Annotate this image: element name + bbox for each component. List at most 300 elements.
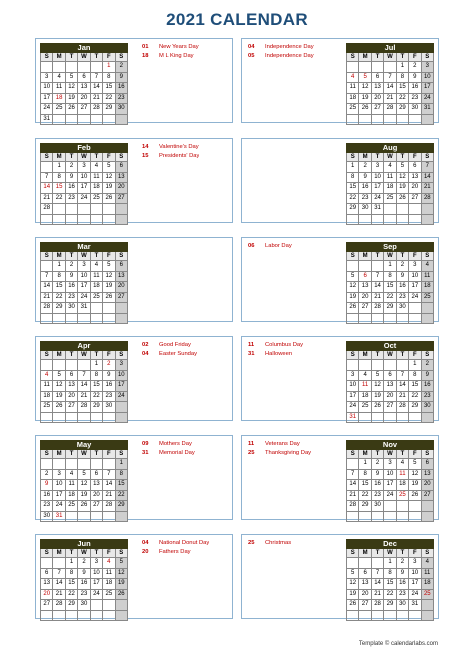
day-cell: 13 bbox=[41, 579, 53, 590]
day-cell: 25 bbox=[347, 104, 359, 115]
day-cell: 11 bbox=[359, 381, 371, 392]
day-cell: 7 bbox=[384, 73, 396, 84]
day-cell bbox=[66, 314, 78, 325]
day-cell bbox=[78, 204, 90, 215]
day-cell: 23 bbox=[359, 194, 371, 205]
day-cell: 9 bbox=[397, 569, 409, 580]
day-cell: 17 bbox=[91, 579, 103, 590]
weekday-label: F bbox=[409, 252, 421, 261]
day-cell: 7 bbox=[372, 272, 384, 283]
day-cell: 5 bbox=[359, 73, 371, 84]
day-cell bbox=[422, 115, 434, 126]
day-cell bbox=[372, 314, 384, 325]
holiday-name: Veterans Day bbox=[265, 441, 300, 447]
day-cell bbox=[347, 512, 359, 523]
day-cell bbox=[66, 459, 78, 470]
month-panel-jun bbox=[35, 534, 233, 619]
day-cell: 9 bbox=[103, 371, 115, 382]
holiday-item bbox=[248, 350, 338, 359]
day-cell: 5 bbox=[347, 272, 359, 283]
day-cell: 17 bbox=[347, 392, 359, 403]
day-cell: 13 bbox=[66, 381, 78, 392]
day-cell: 12 bbox=[409, 470, 421, 481]
day-cell: 19 bbox=[103, 282, 115, 293]
day-cell: 17 bbox=[384, 480, 396, 491]
holiday-date: 01 bbox=[142, 44, 149, 50]
day-cell bbox=[422, 215, 434, 226]
weekday-label: T bbox=[91, 53, 103, 62]
day-cell: 15 bbox=[103, 83, 115, 94]
weekday-label: S bbox=[41, 450, 53, 459]
month-calendar bbox=[40, 43, 128, 125]
day-cell: 14 bbox=[372, 579, 384, 590]
day-cell: 15 bbox=[384, 282, 396, 293]
day-cell: 21 bbox=[372, 293, 384, 304]
month-name: Mar bbox=[40, 242, 128, 252]
day-cell: 17 bbox=[422, 83, 434, 94]
day-cell: 8 bbox=[103, 73, 115, 84]
weekday-header bbox=[346, 351, 434, 360]
day-cell bbox=[372, 261, 384, 272]
day-cell: 12 bbox=[347, 579, 359, 590]
day-cell: 18 bbox=[422, 579, 434, 590]
day-cell: 8 bbox=[53, 173, 65, 184]
holiday-date: 14 bbox=[142, 144, 149, 150]
day-cell bbox=[41, 314, 53, 325]
day-cell bbox=[78, 215, 90, 226]
day-cell: 13 bbox=[116, 173, 128, 184]
day-cell: 21 bbox=[372, 590, 384, 601]
day-cell: 5 bbox=[78, 470, 90, 481]
day-cell: 11 bbox=[397, 470, 409, 481]
day-cell bbox=[384, 501, 396, 512]
day-cell bbox=[409, 501, 421, 512]
day-cell bbox=[78, 413, 90, 424]
day-cell: 30 bbox=[359, 204, 371, 215]
weekday-header bbox=[346, 549, 434, 558]
day-cell: 8 bbox=[91, 371, 103, 382]
holiday-item bbox=[248, 52, 338, 61]
day-cell: 7 bbox=[91, 73, 103, 84]
day-cell: 28 bbox=[347, 501, 359, 512]
day-cell: 27 bbox=[91, 501, 103, 512]
holiday-list bbox=[142, 43, 230, 61]
day-cell: 15 bbox=[359, 480, 371, 491]
day-cell bbox=[372, 215, 384, 226]
day-cell bbox=[359, 261, 371, 272]
day-cell: 7 bbox=[41, 173, 53, 184]
weekday-label: T bbox=[91, 153, 103, 162]
day-cell bbox=[41, 261, 53, 272]
day-cell: 17 bbox=[116, 381, 128, 392]
holiday-date: 02 bbox=[142, 342, 149, 348]
month-name: May bbox=[40, 440, 128, 450]
day-cell: 17 bbox=[372, 183, 384, 194]
day-cell: 29 bbox=[359, 501, 371, 512]
day-cell: 28 bbox=[91, 104, 103, 115]
holiday-date: 06 bbox=[248, 243, 255, 249]
day-cell: 11 bbox=[422, 569, 434, 580]
day-cell bbox=[384, 115, 396, 126]
day-cell: 15 bbox=[384, 579, 396, 590]
day-cell: 29 bbox=[384, 303, 396, 314]
day-cell: 10 bbox=[41, 83, 53, 94]
day-cell: 25 bbox=[103, 590, 115, 601]
day-cell: 12 bbox=[103, 272, 115, 283]
day-cell: 13 bbox=[359, 282, 371, 293]
day-cell: 28 bbox=[41, 204, 53, 215]
day-cell bbox=[116, 303, 128, 314]
day-cell: 10 bbox=[91, 569, 103, 580]
holiday-list bbox=[248, 539, 338, 548]
day-cell bbox=[422, 413, 434, 424]
day-cell: 28 bbox=[372, 600, 384, 611]
day-cell: 17 bbox=[41, 94, 53, 105]
day-cell bbox=[91, 204, 103, 215]
day-cell: 12 bbox=[66, 83, 78, 94]
day-cell bbox=[116, 611, 128, 622]
day-cell: 24 bbox=[384, 491, 396, 502]
day-cell bbox=[422, 204, 434, 215]
day-grid bbox=[346, 360, 434, 423]
day-cell bbox=[372, 413, 384, 424]
weekday-label: S bbox=[347, 153, 359, 162]
day-cell: 22 bbox=[359, 491, 371, 502]
day-cell: 26 bbox=[347, 600, 359, 611]
weekday-label: T bbox=[397, 153, 409, 162]
day-cell: 9 bbox=[422, 371, 434, 382]
day-cell bbox=[53, 459, 65, 470]
day-cell: 30 bbox=[397, 303, 409, 314]
day-cell bbox=[409, 512, 421, 523]
day-cell: 26 bbox=[347, 303, 359, 314]
day-cell: 24 bbox=[409, 293, 421, 304]
day-grid bbox=[40, 459, 128, 522]
day-cell: 14 bbox=[384, 83, 396, 94]
day-cell bbox=[359, 314, 371, 325]
day-cell: 27 bbox=[41, 600, 53, 611]
day-cell bbox=[409, 413, 421, 424]
weekday-label: S bbox=[422, 351, 434, 360]
month-calendar bbox=[346, 539, 434, 621]
day-cell: 13 bbox=[422, 470, 434, 481]
day-cell: 21 bbox=[41, 293, 53, 304]
day-cell: 9 bbox=[41, 480, 53, 491]
day-cell: 20 bbox=[409, 183, 421, 194]
holiday-name: Columbus Day bbox=[265, 342, 304, 348]
day-cell: 8 bbox=[384, 569, 396, 580]
day-cell: 9 bbox=[397, 272, 409, 283]
day-cell: 6 bbox=[409, 162, 421, 173]
day-cell: 14 bbox=[397, 381, 409, 392]
day-cell: 16 bbox=[422, 381, 434, 392]
day-cell: 10 bbox=[78, 173, 90, 184]
day-cell: 27 bbox=[384, 402, 396, 413]
day-cell: 8 bbox=[53, 272, 65, 283]
weekday-label: S bbox=[116, 549, 128, 558]
day-cell: 23 bbox=[103, 392, 115, 403]
holiday-date: 31 bbox=[248, 351, 255, 357]
day-cell: 22 bbox=[409, 392, 421, 403]
day-grid bbox=[346, 261, 434, 324]
day-cell: 12 bbox=[347, 282, 359, 293]
day-cell: 6 bbox=[66, 371, 78, 382]
month-panel-jul bbox=[241, 38, 439, 123]
day-cell: 24 bbox=[347, 402, 359, 413]
day-cell: 29 bbox=[91, 402, 103, 413]
weekday-label: S bbox=[116, 53, 128, 62]
day-cell: 7 bbox=[372, 569, 384, 580]
day-cell: 20 bbox=[116, 183, 128, 194]
weekday-label: F bbox=[103, 153, 115, 162]
day-cell bbox=[91, 459, 103, 470]
day-cell: 10 bbox=[384, 470, 396, 481]
holiday-list bbox=[142, 539, 230, 557]
day-cell: 29 bbox=[66, 600, 78, 611]
day-cell: 29 bbox=[116, 501, 128, 512]
weekday-label: F bbox=[103, 549, 115, 558]
day-cell: 10 bbox=[116, 371, 128, 382]
holiday-item bbox=[142, 350, 230, 359]
day-cell: 7 bbox=[103, 470, 115, 481]
day-cell bbox=[66, 215, 78, 226]
day-cell: 7 bbox=[397, 371, 409, 382]
day-cell: 23 bbox=[409, 94, 421, 105]
day-cell bbox=[409, 115, 421, 126]
weekday-label: F bbox=[409, 53, 421, 62]
day-cell: 6 bbox=[116, 162, 128, 173]
weekday-label: T bbox=[372, 351, 384, 360]
weekday-label: M bbox=[359, 351, 371, 360]
day-cell: 26 bbox=[66, 104, 78, 115]
day-grid bbox=[40, 558, 128, 621]
day-cell: 1 bbox=[409, 360, 421, 371]
day-cell: 27 bbox=[372, 104, 384, 115]
weekday-label: W bbox=[384, 53, 396, 62]
day-cell: 21 bbox=[347, 491, 359, 502]
day-cell: 29 bbox=[103, 104, 115, 115]
weekday-label: F bbox=[409, 153, 421, 162]
month-panel-jan bbox=[35, 38, 233, 123]
day-cell bbox=[103, 600, 115, 611]
holiday-date: 09 bbox=[142, 441, 149, 447]
day-cell bbox=[372, 512, 384, 523]
day-cell: 27 bbox=[422, 491, 434, 502]
weekday-label: S bbox=[41, 351, 53, 360]
day-cell bbox=[372, 360, 384, 371]
weekday-label: W bbox=[78, 53, 90, 62]
holiday-date: 04 bbox=[248, 44, 255, 50]
day-cell: 2 bbox=[422, 360, 434, 371]
weekday-label: S bbox=[422, 549, 434, 558]
day-cell bbox=[372, 558, 384, 569]
weekday-header bbox=[346, 53, 434, 62]
day-cell: 20 bbox=[116, 282, 128, 293]
weekday-label: S bbox=[116, 450, 128, 459]
weekday-header bbox=[346, 153, 434, 162]
day-cell: 18 bbox=[397, 480, 409, 491]
day-cell: 9 bbox=[372, 470, 384, 481]
day-cell: 31 bbox=[78, 303, 90, 314]
weekday-label: M bbox=[359, 450, 371, 459]
day-cell bbox=[116, 600, 128, 611]
day-cell: 8 bbox=[397, 73, 409, 84]
day-cell: 22 bbox=[384, 590, 396, 601]
day-cell bbox=[397, 413, 409, 424]
weekday-label: T bbox=[397, 549, 409, 558]
day-cell: 13 bbox=[91, 480, 103, 491]
day-cell: 3 bbox=[372, 162, 384, 173]
day-cell: 7 bbox=[422, 162, 434, 173]
day-cell: 18 bbox=[422, 282, 434, 293]
day-cell: 2 bbox=[66, 162, 78, 173]
holiday-item bbox=[142, 449, 230, 458]
footer-credit: Template © calendarlabs.com bbox=[358, 641, 438, 647]
day-cell: 28 bbox=[41, 303, 53, 314]
day-cell: 2 bbox=[116, 62, 128, 73]
weekday-label: M bbox=[53, 450, 65, 459]
day-cell: 4 bbox=[66, 470, 78, 481]
day-cell: 26 bbox=[53, 402, 65, 413]
day-cell bbox=[372, 611, 384, 622]
day-cell bbox=[66, 512, 78, 523]
day-cell: 28 bbox=[78, 402, 90, 413]
day-cell: 4 bbox=[359, 371, 371, 382]
day-cell bbox=[397, 611, 409, 622]
day-cell bbox=[116, 413, 128, 424]
day-cell bbox=[409, 314, 421, 325]
day-cell: 30 bbox=[41, 512, 53, 523]
weekday-label: S bbox=[347, 351, 359, 360]
day-cell: 25 bbox=[422, 590, 434, 601]
day-cell: 2 bbox=[397, 261, 409, 272]
month-name: Jul bbox=[346, 43, 434, 53]
day-cell: 31 bbox=[53, 512, 65, 523]
month-calendar bbox=[346, 43, 434, 125]
day-cell: 21 bbox=[422, 183, 434, 194]
day-cell: 31 bbox=[347, 413, 359, 424]
day-cell: 5 bbox=[397, 162, 409, 173]
day-cell: 14 bbox=[53, 579, 65, 590]
day-cell: 19 bbox=[53, 392, 65, 403]
day-cell bbox=[91, 611, 103, 622]
day-cell bbox=[53, 204, 65, 215]
weekday-label: M bbox=[359, 53, 371, 62]
day-cell bbox=[397, 512, 409, 523]
holiday-item bbox=[248, 242, 338, 251]
day-cell: 10 bbox=[78, 272, 90, 283]
month-calendar bbox=[40, 242, 128, 324]
day-cell: 9 bbox=[116, 73, 128, 84]
weekday-label: M bbox=[359, 252, 371, 261]
weekday-label: T bbox=[397, 53, 409, 62]
day-cell: 16 bbox=[41, 491, 53, 502]
weekday-header bbox=[346, 450, 434, 459]
day-cell: 1 bbox=[384, 261, 396, 272]
weekday-label: S bbox=[116, 351, 128, 360]
holiday-name: Good Friday bbox=[159, 342, 191, 348]
day-cell: 8 bbox=[359, 470, 371, 481]
day-cell bbox=[103, 115, 115, 126]
holiday-date: 25 bbox=[248, 540, 255, 546]
day-cell: 13 bbox=[78, 83, 90, 94]
day-cell: 3 bbox=[409, 558, 421, 569]
day-cell: 12 bbox=[116, 569, 128, 580]
day-cell: 31 bbox=[409, 600, 421, 611]
day-cell: 19 bbox=[372, 392, 384, 403]
weekday-header bbox=[40, 153, 128, 162]
day-cell bbox=[66, 413, 78, 424]
day-cell bbox=[66, 360, 78, 371]
holiday-item bbox=[142, 440, 230, 449]
day-grid bbox=[346, 62, 434, 125]
holiday-item bbox=[142, 548, 230, 557]
day-cell: 19 bbox=[347, 590, 359, 601]
holiday-name: M L King Day bbox=[159, 53, 194, 59]
holiday-date: 04 bbox=[142, 351, 149, 357]
day-cell bbox=[91, 512, 103, 523]
day-cell: 26 bbox=[116, 590, 128, 601]
weekday-label: W bbox=[78, 351, 90, 360]
weekday-label: S bbox=[347, 53, 359, 62]
weekday-label: S bbox=[422, 53, 434, 62]
day-cell: 6 bbox=[116, 261, 128, 272]
month-name: Nov bbox=[346, 440, 434, 450]
day-cell: 12 bbox=[372, 381, 384, 392]
day-cell bbox=[397, 501, 409, 512]
day-cell: 19 bbox=[66, 94, 78, 105]
holiday-item bbox=[142, 341, 230, 350]
day-cell: 20 bbox=[359, 293, 371, 304]
day-cell: 24 bbox=[372, 194, 384, 205]
day-cell: 22 bbox=[116, 491, 128, 502]
day-cell: 1 bbox=[116, 459, 128, 470]
day-cell bbox=[78, 115, 90, 126]
day-cell bbox=[78, 314, 90, 325]
weekday-label: T bbox=[91, 351, 103, 360]
day-cell bbox=[103, 303, 115, 314]
day-cell bbox=[359, 215, 371, 226]
day-cell: 18 bbox=[384, 183, 396, 194]
weekday-label: T bbox=[397, 351, 409, 360]
weekday-header bbox=[40, 351, 128, 360]
day-cell: 8 bbox=[116, 470, 128, 481]
holiday-list bbox=[248, 341, 338, 359]
day-cell: 28 bbox=[422, 194, 434, 205]
day-cell: 27 bbox=[359, 303, 371, 314]
day-cell bbox=[347, 62, 359, 73]
day-cell: 24 bbox=[78, 194, 90, 205]
weekday-label: F bbox=[103, 252, 115, 261]
holiday-date: 11 bbox=[248, 342, 255, 348]
day-cell: 29 bbox=[409, 402, 421, 413]
day-cell: 29 bbox=[53, 303, 65, 314]
day-cell: 26 bbox=[359, 104, 371, 115]
day-cell: 17 bbox=[409, 282, 421, 293]
day-cell: 6 bbox=[41, 569, 53, 580]
holiday-item bbox=[142, 152, 230, 161]
weekday-label: S bbox=[422, 252, 434, 261]
day-cell bbox=[347, 314, 359, 325]
day-cell: 23 bbox=[372, 491, 384, 502]
day-cell: 30 bbox=[103, 402, 115, 413]
day-cell bbox=[116, 204, 128, 215]
month-panel-dec bbox=[241, 534, 439, 619]
day-cell: 23 bbox=[66, 293, 78, 304]
day-cell: 16 bbox=[103, 381, 115, 392]
weekday-label: F bbox=[409, 351, 421, 360]
holiday-name: Labor Day bbox=[265, 243, 292, 249]
